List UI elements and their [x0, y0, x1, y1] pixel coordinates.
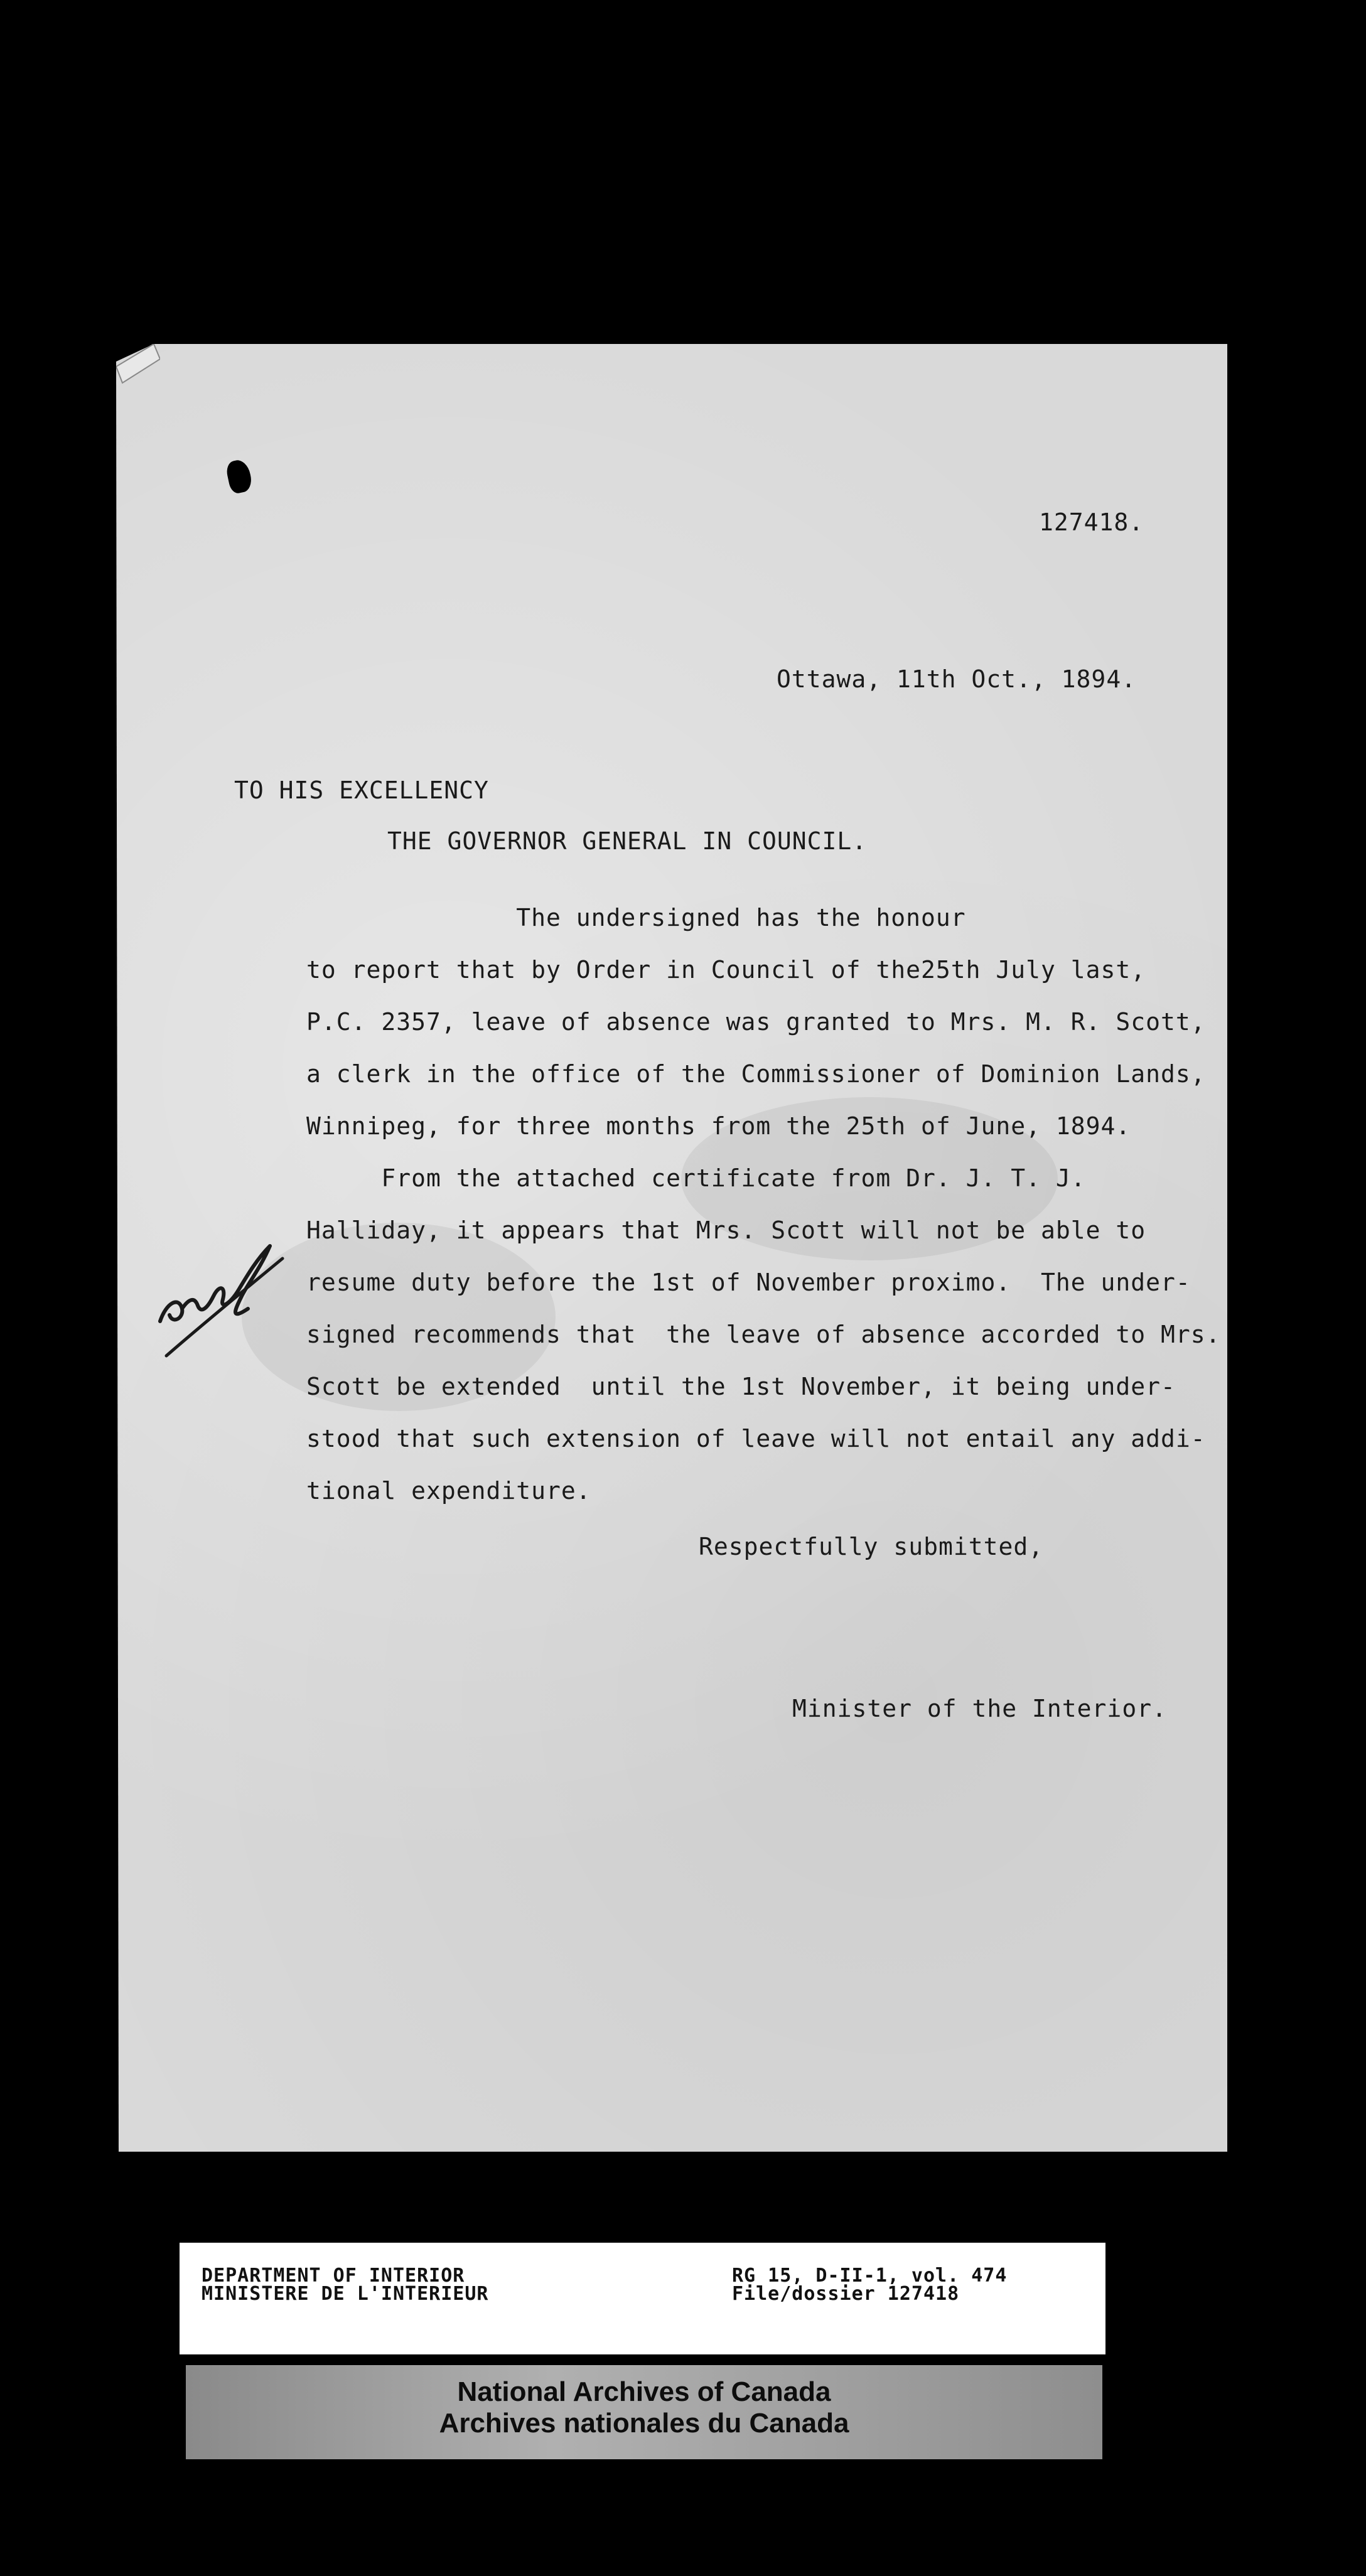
body-line: signed recommends that the leave of absence accorded to Mrs.	[306, 1321, 1221, 1348]
body-line: Scott be extended until the 1st November, it being under-	[306, 1373, 1176, 1400]
department-name-en: DEPARTMENT OF INTERIOR	[202, 2265, 465, 2287]
body-line: to report that by Order in Council of the25th July last,	[306, 956, 1146, 984]
archive-name-fr: Archives nationales du Canada	[439, 2408, 849, 2439]
archive-banner	[186, 2365, 1102, 2459]
folded-corner	[116, 344, 160, 400]
signature-title: Minister of the Interior.	[792, 1695, 1167, 1722]
body-line: stood that such extension of leave will not entail any addi-	[306, 1425, 1206, 1452]
body-line: P.C. 2357, leave of absence was granted to Mrs. M. R. Scott,	[306, 1008, 1206, 1036]
addressee-line-1: TO HIS EXCELLENCY	[234, 776, 489, 804]
file-number: 127418.	[1039, 508, 1144, 536]
department-name-fr: MINISTERE DE L'INTERIEUR	[202, 2283, 489, 2305]
archive-name-en: National Archives of Canada	[457, 2376, 831, 2407]
body-line: From the attached certificate from Dr. J. T. J.	[306, 1164, 1086, 1192]
archive-reference-label	[180, 2243, 1105, 2354]
closing-line: Respectfully submitted,	[699, 1533, 1044, 1560]
body-line: Halliday, it appears that Mrs. Scott will not be able to	[306, 1216, 1146, 1244]
date-line: Ottawa, 11th Oct., 1894.	[777, 665, 1137, 693]
body-line: a clerk in the office of the Commissioner of Dominion Lands,	[306, 1060, 1206, 1088]
body-line: tional expenditure.	[306, 1477, 591, 1505]
file-reference: File/dossier 127418	[732, 2283, 960, 2305]
body-line: Winnipeg, for three months from the 25th of June, 1894.	[306, 1112, 1131, 1140]
body-line: The undersigned has the honour	[306, 904, 966, 931]
record-group-reference: RG 15, D-II-1, vol. 474	[732, 2265, 1008, 2287]
addressee-line-2: THE GOVERNOR GENERAL IN COUNCIL.	[387, 827, 868, 855]
handwritten-initials	[154, 1215, 298, 1365]
body-line: resume duty before the 1st of November proximo. The under-	[306, 1269, 1191, 1296]
